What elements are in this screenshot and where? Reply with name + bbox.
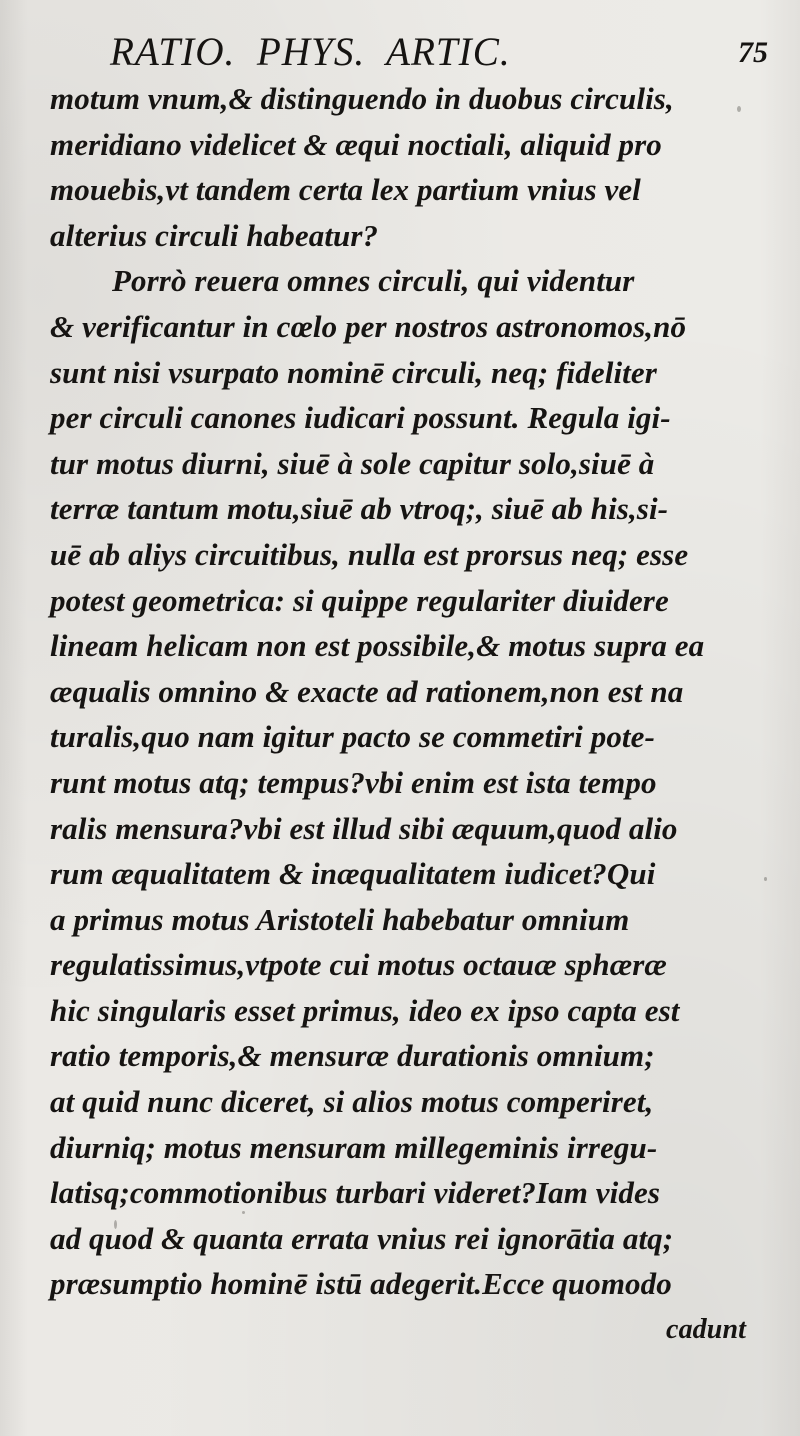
text-line: regulatissimus,vtpote cui motus octauæ sphæræ [50,947,667,983]
text-line: motum vnum,& distinguendo in duobus circulis, [50,81,674,116]
text-line: mouebis,vt tandem certa lex partium vnius vel [50,172,641,208]
text-line: & verificantur in cœlo per nostros astronomos,nō [50,308,687,344]
paper-spot [114,1220,117,1229]
text-line: diurniq; motus mensuram millegeminis irregu- [50,1129,658,1165]
paper-spot [737,106,741,112]
text-line: terræ tantum motu,siuē ab vtroq;, siuē ab his,si- [50,491,669,527]
text-line: a primus motus Aristoteli habebatur omnium [50,901,630,937]
text-line: latisq;commotionibus turbari videret?Iam vides [50,1175,660,1211]
text-line: lineam helicam non est possibile,& motus supra ea [50,628,705,664]
text-line: ralis mensura?vbi est illud sibi æquum,quod alio [50,810,678,846]
text-line: rum æqualitatem & inæqualitatem iudicet?Qui [50,856,656,892]
paper-spot [242,1211,245,1214]
text-line: at quid nunc diceret, si alios motus comperiret, [50,1084,654,1120]
text-line: æqualis omnino & exacte ad rationem,non est na [50,673,684,709]
text-line: alterius circuli habeatur? [50,217,379,253]
text-line: meridiano videlicet & æqui noctiali, aliquid pro [50,126,662,162]
page-number: 75 [738,36,768,69]
body-text [50,76,790,1353]
text-line: hic singularis esset primus, ideo ex ipso capta est [50,992,680,1028]
page-header [110,28,790,78]
paper-spot [764,877,767,881]
text-line: runt motus atq; tempus?vbi enim est ista tempo [50,764,657,800]
text-line: per circuli canones iudicari possunt. Regula igi- [50,400,671,436]
text-line: præsumptio hominē istū adegerit.Ecce quomodo [50,1266,672,1302]
text-line: turalis,quo nam igitur pacto se commetiri pote- [50,719,655,755]
text-line: tur motus diurni, siuē à sole capitur solo,siuē à [50,445,655,481]
catchword: cadunt [666,1314,746,1346]
text-line: ratio temporis,& mensuræ durationis omnium; [50,1038,655,1074]
text-line: uē ab aliys circuitibus, nulla est prorsus neq; esse [50,536,689,572]
running-title: RATIO. PHYS. ARTIC. [110,29,511,74]
text-line: ad quod & quanta errata vnius rei ignorātia atq; [50,1220,674,1256]
text-line: sunt nisi vsurpato nominē circuli, neq; fideliter [50,354,657,390]
text-line: potest geometrica: si quippe regulariter diuidere [50,582,669,618]
text-line-paragraph-start: Porrò reuera omnes circuli, qui videntur [112,263,635,299]
